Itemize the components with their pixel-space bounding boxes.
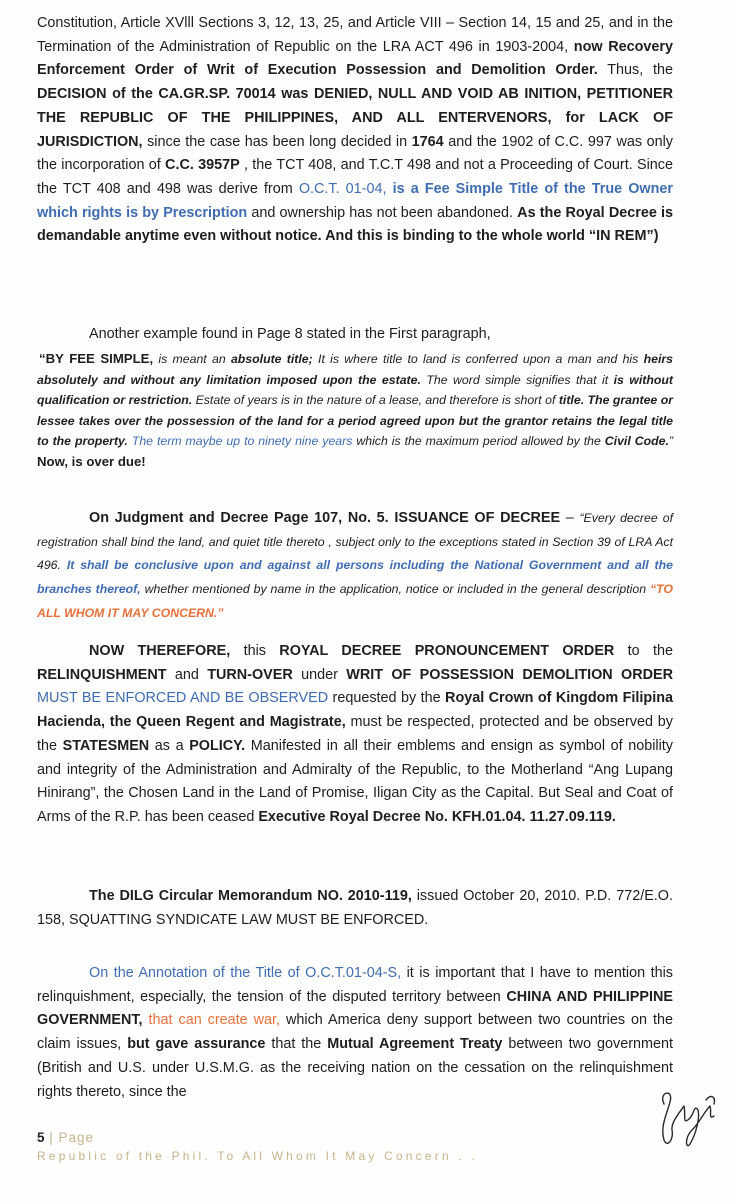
bold-italic-span: heirs absolutely and without any limitation imposed upon the estate. [37,352,673,387]
italic-span: which is the maximum period allowed by the [352,434,605,449]
bold-span: Royal Crown of Kingdom Filipina Hacienda, the Queen Regent and Magistrate, [37,690,674,731]
text-span: must be respected, protected and be observed by the [37,714,674,754]
bold-span: DECISION of the CA.GR.SP. 70014 was DENIED, NULL AND VOID AB INITION, PETITIONER THE REPUBLIC OF THE PHILIPPINES, AND ALL ENTERVENORS, for LACK OF JURISDICTION, [37,86,673,150]
blue-span: On the Annotation of the Title of O.C.T.01-04-S, [89,965,402,981]
bold-span: RELINQUISHMENT [37,666,167,683]
bold-span: Now, is over due! [37,453,146,469]
text-span: between two government (British and U.S. under U.S.M.G. as the receiving nation on the cessation on the relinquishment rights thereto, since the [37,1036,673,1100]
bold-italic-span: Civil Code. [604,434,669,449]
italic-span: “Every decree of registration shall bind the land, and quiet title thereto , subject only to the exceptions stated in Section 39 of LRA Act 496. [37,511,674,573]
text-span: Manifested in all their emblems and ensign as symbol of nobility and integrity of the Administration and Admiralty of the Republic, to the Motherland “Ang Lupang Hinirang”, the Chosen Land in the Land of Promise, Iligan City as the Capital. But Seal and Coat of Arms of the R.P. has been ceased [37,737,673,825]
italic-span: whether mentioned by name in the application, notice or included in the general description [140,582,650,597]
paragraph-fee-simple-quote [37,349,673,473]
text-span: this [230,643,280,659]
orange-span: that can create war, [142,1012,281,1029]
text-span: Constitution, Article XVlll Sections 3, 12, 13, 25, and Article VIII – Section 14, 15 and 25, and in the Termination of the Administration of Republic on the LRA ACT 496 in 1903-2004, [37,15,673,55]
text-span: under [292,666,347,683]
bold-italic-span: is without qualification or restriction. [37,372,673,408]
text-span: which America deny support between two countries on the claim issues, [37,1012,673,1053]
bold-span: As the Royal Decree is demandable anytime even without notice. And this is binding to the whole world “IN REM”) [37,204,674,245]
bold-span: ROYAL DECREE PRONOUNCEMENT ORDER [279,643,615,659]
page-number-value: 5 [37,1130,45,1145]
bold-span: NOW THEREFORE, [89,643,231,659]
text-span: – [560,510,580,526]
paragraph-now-therefore [37,640,673,830]
paragraph-annotation [37,962,673,1104]
text-span: Another example found in Page 8 stated in the First paragraph, [89,326,491,342]
blue-span: MUST BE ENFORCED AND BE OBSERVED [37,690,329,707]
bold-span: now Recovery Enforcement Order of Writ of Execution Possession and Demolition Order. [37,38,673,79]
handwritten-signature [650,1082,722,1154]
bold-italic-span: absolute title; [230,352,313,366]
italic-span: The word simple signifies that it [420,372,614,387]
blue-bold-span: is a Fee Simple Title of the True Owner which rights is by Prescription [37,180,673,221]
italic-span: It is where title to land is conferred upon a man and his [312,352,644,366]
bold-span: but gave assurance [127,1036,266,1053]
text-span: as a [149,737,190,754]
italic-span: is meant an [153,352,231,366]
bold-span: STATESMEN [62,737,150,754]
italic-span: Estate of years is in the nature of a lease, and therefore is short of [192,393,559,408]
text-span: and ownership has not been abandoned. [247,204,518,221]
bold-span: POLICY. [189,737,246,754]
blue-span: O.C.T. 01-04, [298,180,387,197]
paragraph-dilg-circular [37,885,673,932]
bold-span: The DILG Circular Memorandum NO. 2010-119, [89,888,412,904]
text-span: and [166,666,208,683]
page-number [37,1130,94,1145]
text-span: to the [614,643,673,659]
text-span: since the case has been long decided in [142,133,412,150]
text-span: issued October 20, 2010. P.D. 772/E.O. 158, SQUATTING SYNDICATE LAW MUST BE ENFORCED. [37,888,673,928]
text-span: requested by the [328,690,446,707]
paragraph-jurisdiction [37,12,673,249]
text-span: , the TCT 408, and T.C.T 498 and not a Proceeding of Court. Since the TCT 408 and 498 was derive from [37,157,673,197]
orange-span: “TO ALL WHOM IT MAY CONCERN.” [37,582,673,620]
text-span: that the [265,1036,328,1053]
text-span: it is important that I have to mention this relinquishment, especially, the tension of the disputed territory between [37,965,674,1005]
bold-span: 1764 [411,133,444,150]
blue-bold-italic-span: It shall be conclusive upon and against all persons including the National Government and all the branches thereof, [37,558,673,597]
running-title [37,1149,478,1163]
bold-span: WRIT OF POSSESSION DEMOLITION ORDER [346,666,673,683]
running-title-text: Republic of the Phil. To All Whom It May Concern . . [37,1149,478,1163]
bold-span: Executive Royal Decree No. KFH.01.04. 11.27.09.119. [258,808,616,825]
bold-span: C.C. 3957P [165,157,240,174]
bold-span: TURN-OVER [207,666,293,683]
text-span: and the 1902 of C.C. 997 was only the incorporation of [37,133,673,174]
page-label: | Page [44,1130,95,1145]
bold-span: CHINA AND PHILIPPINE GOVERNMENT, [37,988,673,1029]
paragraph-issuance-of-decree [37,507,673,626]
bold-italic-span: title. The grantee or lessee takes over the possession of the land for a period agreed upon but the grantor retains the legal title to the property. [37,393,673,449]
bold-span: On Judgment and Decree Page 107, No. 5. ISSUANCE OF DECREE [89,510,561,526]
paragraph-another-example [37,323,673,347]
italic-span: ” [668,434,674,449]
bold-span: Mutual Agreement Treaty [327,1036,503,1053]
blue-span: The term maybe up to ninety nine years [127,434,353,449]
text-span: Thus, the [597,62,673,79]
bold-span: “BY FEE SIMPLE, [39,351,154,366]
